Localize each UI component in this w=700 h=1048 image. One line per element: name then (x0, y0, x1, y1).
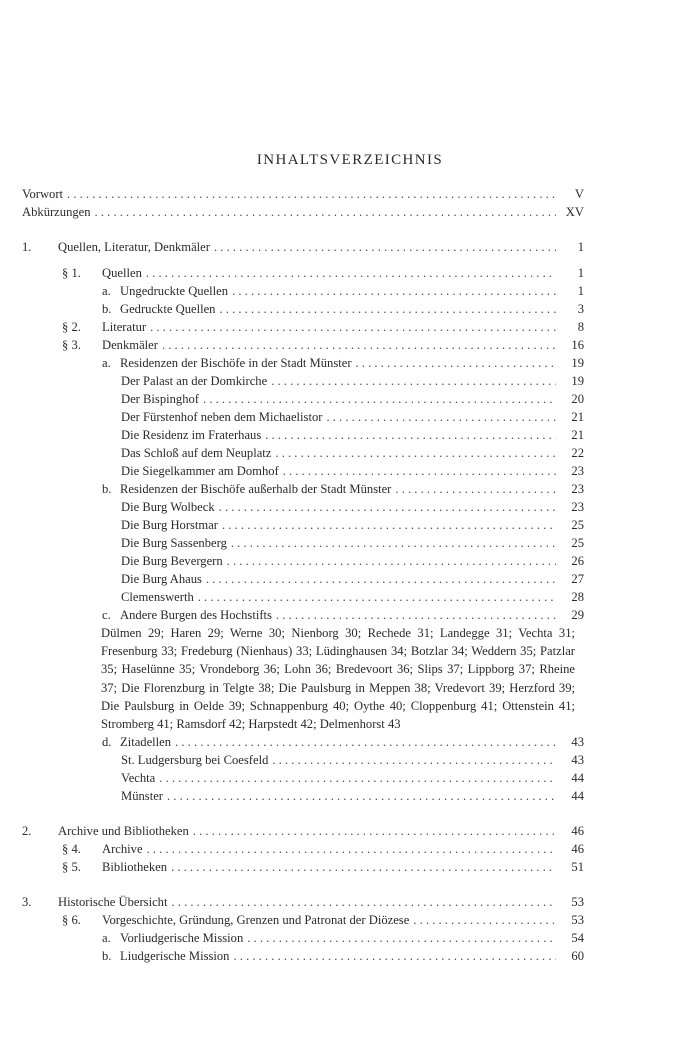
entry-text: Literatur (102, 320, 147, 334)
entry-page: V (574, 187, 584, 201)
toc-subsection-1a (22, 282, 584, 300)
toc-chapter-3 (22, 893, 584, 911)
entry-page: 51 (571, 860, 584, 875)
leader-dots (214, 238, 556, 256)
leader-dots (150, 318, 556, 336)
entry-number: d. (102, 735, 112, 750)
toc-subsection-3c (22, 606, 584, 624)
castle-list-paragraph: Dülmen 29; Haren 29; Werne 30; Nienborg 30; Rechede 31; Landegge 31; Vechta 31; Fresenburg 33; Fredeburg (Nienhaus) 33; Lüdinghausen 34; Botzlar 34; Weddern 35; Patzlar 35; Haselünne 35; Vrondeborg 36; Lohn 36; Bredevoort 36; Slips 37; Lippborg 37; Rheine 37; Die Florenzburg in Telgte 38; Die Paulsburg in Meppen 38; Vredevort 39; Herzford 39; Die Paulsburg in Oelde 39; Schnappenburg 40; Oythe 40; Cloppenburg 41; Ottenstein 41; Stromberg 41; Ramsdorf 42; Harpstedt 42; Delmenhorst 43 (101, 626, 575, 732)
toc-chapter-1 (22, 238, 584, 256)
leader-dots (159, 769, 556, 787)
leader-dots (326, 408, 556, 426)
entry-text: Ungedruckte Quellen (120, 284, 229, 298)
leader-dots (247, 929, 556, 947)
entry-page: 1 (577, 266, 584, 280)
leader-dots (231, 534, 556, 552)
toc-item (22, 498, 584, 516)
leader-dots (356, 354, 556, 372)
toc-subsection-6a (22, 929, 584, 947)
leader-dots (203, 390, 556, 408)
entry-page: 46 (571, 824, 584, 839)
entry-text: Münster (121, 789, 163, 804)
leader-dots (219, 498, 556, 516)
entry-number: § 3. (62, 338, 81, 352)
entry-number: § 5. (62, 860, 81, 875)
entry-text: Archive und Bibliotheken (58, 824, 189, 839)
entry-text: Residenzen der Bischöfe in der Stadt Münster (120, 356, 352, 370)
leader-dots (265, 426, 556, 444)
entry-page: 8 (577, 320, 584, 334)
leader-dots (146, 264, 556, 282)
leader-dots (413, 911, 556, 929)
leader-dots (198, 588, 556, 606)
entry-number: b. (102, 482, 112, 496)
entry-text: Vorwort (22, 187, 64, 201)
leader-dots (167, 787, 556, 805)
entry-page: 27 (571, 572, 584, 586)
entry-page: 19 (571, 374, 584, 388)
toc-item (22, 372, 584, 390)
entry-text: Bibliotheken (102, 860, 168, 875)
leader-dots (162, 336, 556, 354)
leader-dots (171, 858, 556, 876)
entry-page: 23 (571, 464, 584, 478)
entry-page: 23 (571, 500, 584, 514)
entry-text: Der Bispinghof (121, 392, 200, 406)
leader-dots (147, 840, 556, 858)
toc-item (22, 390, 584, 408)
entry-number: § 6. (62, 913, 81, 928)
entry-text: Quellen, Literatur, Denkmäler (58, 240, 210, 254)
entry-text: Die Siegelkammer am Domhof (121, 464, 279, 478)
entry-page: 26 (571, 554, 584, 568)
leader-dots (275, 444, 556, 462)
toc-item (22, 408, 584, 426)
leader-dots (227, 552, 556, 570)
entry-text: Die Burg Wolbeck (121, 500, 215, 514)
entry-number: § 2. (62, 320, 81, 334)
entry-text: Denkmäler (102, 338, 158, 352)
page-title: INHALTSVERZEICHNIS (256, 152, 444, 168)
entry-text: Der Palast an der Domkirche (121, 374, 268, 388)
entry-page: 54 (571, 931, 584, 946)
entry-number: § 4. (62, 842, 81, 857)
leader-dots (67, 185, 556, 203)
toc-item (22, 787, 584, 805)
entry-page: 46 (571, 842, 584, 857)
entry-page: 21 (571, 410, 584, 424)
leader-dots (175, 733, 556, 751)
toc-subsection-6b (22, 947, 584, 965)
entry-page: 19 (571, 356, 584, 370)
entry-text: Die Burg Bevergern (121, 554, 223, 568)
entry-number: 3. (22, 895, 32, 910)
toc-section-1 (22, 264, 584, 282)
entry-text: Zitadellen (120, 735, 172, 750)
toc-section-4 (22, 840, 584, 858)
entry-page: 23 (571, 482, 584, 496)
entry-page: 25 (571, 518, 584, 532)
leader-dots (271, 372, 556, 390)
entry-page: 53 (571, 895, 584, 910)
entry-page: 22 (571, 446, 584, 460)
toc-subsection-1b (22, 300, 584, 318)
toc-item (22, 570, 584, 588)
toc-entry-abkuerzungen (22, 203, 584, 221)
entry-text: Vechta (121, 771, 156, 786)
entry-text: Die Burg Ahaus (121, 572, 202, 586)
entry-text: Die Burg Horstmar (121, 518, 219, 532)
toc-entry-vorwort (22, 185, 584, 203)
entry-page: 53 (571, 913, 584, 928)
entry-text: Quellen (102, 266, 142, 280)
leader-dots (395, 480, 556, 498)
entry-page: 16 (571, 338, 584, 352)
entry-text: Die Burg Sassenberg (121, 536, 227, 550)
entry-text: Andere Burgen des Hochstifts (120, 608, 272, 622)
entry-number: b. (102, 302, 112, 316)
leader-dots (193, 822, 556, 840)
leader-dots (233, 947, 556, 965)
entry-page: 1 (577, 284, 584, 298)
entry-page: 21 (571, 428, 584, 442)
leader-dots (219, 300, 556, 318)
leader-dots (171, 893, 556, 911)
entry-page: 3 (577, 302, 584, 316)
entry-page: 29 (571, 608, 584, 622)
entry-page: XV (565, 205, 584, 219)
leader-dots (206, 570, 556, 588)
toc-section-3 (22, 336, 584, 354)
toc-item (22, 426, 584, 444)
toc-section-5 (22, 858, 584, 876)
entry-text: St. Ludgersburg bei Coesfeld (121, 753, 269, 768)
toc-item (22, 534, 584, 552)
entry-number: a. (102, 931, 111, 946)
entry-page: 60 (571, 949, 584, 964)
entry-number: a. (102, 284, 111, 298)
entry-text: Archive (102, 842, 143, 857)
toc-item (22, 751, 584, 769)
entry-number: § 1. (62, 266, 81, 280)
leader-dots (222, 516, 556, 534)
leader-dots (272, 751, 556, 769)
entry-page: 20 (571, 392, 584, 406)
leader-dots (232, 282, 556, 300)
entry-number: a. (102, 356, 111, 370)
toc-item (22, 769, 584, 787)
entry-number: c. (102, 608, 111, 622)
leader-dots (95, 203, 556, 221)
toc-item (22, 516, 584, 534)
entry-text: Abkürzungen (22, 205, 91, 219)
entry-text: Liudgerische Mission (120, 949, 230, 964)
toc-subsection-3a (22, 354, 584, 372)
entry-page: 44 (571, 789, 584, 804)
entry-page: 44 (571, 771, 584, 786)
toc-chapter-2 (22, 822, 584, 840)
leader-dots (283, 462, 556, 480)
entry-text: Gedruckte Quellen (120, 302, 216, 316)
entry-text: Clemenswerth (121, 590, 194, 604)
entry-page: 25 (571, 536, 584, 550)
entry-text: Historische Übersicht (58, 895, 168, 910)
entry-number: b. (102, 949, 112, 964)
entry-text: Die Residenz im Fraterhaus (121, 428, 262, 442)
toc-subsection-3d (22, 733, 584, 751)
entry-text: Der Fürstenhof neben dem Michaelistor (121, 410, 323, 424)
entry-text: Vorgeschichte, Gründung, Grenzen und Patronat der Diözese (102, 913, 410, 928)
toc-item (22, 588, 584, 606)
entry-page: 43 (571, 753, 584, 768)
toc-item (22, 462, 584, 480)
entry-page: 43 (571, 735, 584, 750)
entry-text: Das Schloß auf dem Neuplatz (121, 446, 272, 460)
leader-dots (276, 606, 556, 624)
toc-item (22, 444, 584, 462)
entry-page: 28 (571, 590, 584, 604)
table-of-contents (22, 185, 584, 965)
toc-section-6 (22, 911, 584, 929)
entry-text: Residenzen der Bischöfe außerhalb der Stadt Münster (120, 482, 392, 496)
toc-section-2 (22, 318, 584, 336)
toc-item (22, 552, 584, 570)
entry-number: 2. (22, 824, 32, 839)
entry-text: Vorliudgerische Mission (120, 931, 244, 946)
entry-page: 1 (577, 240, 584, 254)
toc-subsection-3b (22, 480, 584, 498)
entry-number: 1. (22, 240, 32, 254)
